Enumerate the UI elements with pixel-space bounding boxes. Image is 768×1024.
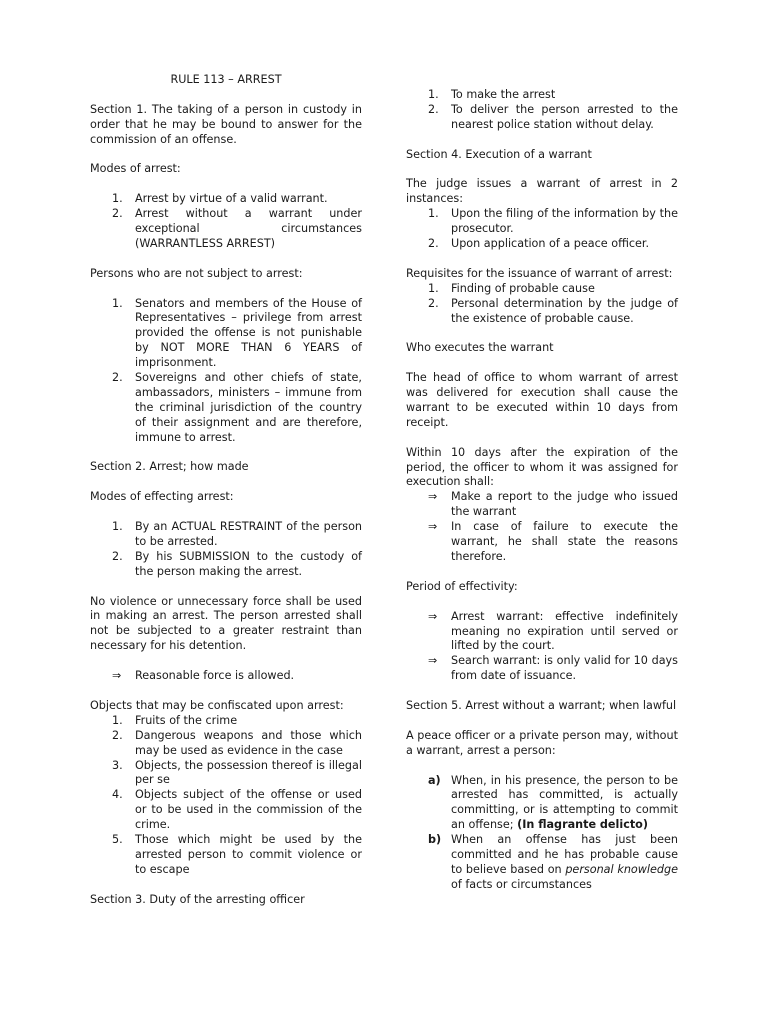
- right-column: [406, 88, 678, 908]
- list-item: ⇒ Search warrant: is only valid for 10 days from date of issuance.: [428, 654, 678, 683]
- warrantless-list: [406, 774, 678, 893]
- list-item: 3. Objects, the possession thereof is illegal per se: [112, 758, 362, 787]
- list-item: 5. Those which might be used by the arrested person to commit violence or to escape: [112, 833, 362, 876]
- personal-knowledge-phrase: personal knowledge: [565, 862, 678, 876]
- requisites-list: [406, 282, 678, 327]
- in-flagrante-label: (In flagrante delicto): [517, 818, 648, 832]
- list-item: 1. Upon the filing of the information by the prosecutor.: [428, 207, 678, 236]
- modes-of-arrest-heading: Modes of arrest:: [90, 162, 181, 176]
- section-5: Section 5. Arrest without a warrant; when lawful: [406, 699, 677, 713]
- period-heading: Period of effectivity:: [406, 579, 518, 593]
- who-executes-heading: Who executes the warrant: [406, 341, 554, 355]
- list-item: 2. Sovereigns and other chiefs of state, ambassadors, ministers – immune from the criminal jurisdiction of the country of their assignment and are therefore, immune to arrest.: [112, 371, 362, 444]
- officer-duties-list: [406, 490, 678, 565]
- arrow-icon: ⇒: [428, 609, 438, 623]
- modes-of-arrest-list: [90, 192, 362, 252]
- list-item: 2. Arrest without a warrant under exceptional circumstances (WARRANTLESS ARREST): [112, 207, 362, 250]
- period-list: [406, 610, 678, 685]
- section-3: Section 3. Duty of the arresting officer: [90, 892, 305, 906]
- section-1: Section 1. The taking of a person in custody in order that he may be bound to answer for the commission of an offense.: [90, 102, 362, 146]
- objects-heading: Objects that may be confiscated upon arrest:: [90, 698, 344, 712]
- head-office-paragraph: The head of office to whom warrant of arrest was delivered for execution shall cause the warrant to be executed within 10 days from receipt.: [406, 371, 678, 429]
- issues-list: [406, 207, 678, 252]
- left-column: [90, 73, 362, 922]
- duties-list: [406, 88, 678, 133]
- list-item: ⇒ Make a report to the judge who issued the warrant: [428, 490, 678, 519]
- list-item: 1. Senators and members of the House of Representatives – privilege from arrest provided the offense is not punishable by NOT MORE THAN 6 YEARS of imprisonment.: [112, 296, 362, 370]
- list-item: 2. To deliver the person arrested to the nearest police station without delay.: [428, 102, 678, 131]
- list-item: 1. To make the arrest: [428, 88, 556, 101]
- list-item: b) When an offense has just been committed and he has probable cause to believe based on personal knowledge of facts or circumstances: [428, 833, 678, 891]
- no-violence-paragraph: No violence or unnecessary force shall be used in making an arrest. The person arrested shall not be subjected to a greater restraint than necessary for his detention.: [90, 594, 362, 653]
- issues-heading: The judge issues a warrant of arrest in 2 instances:: [406, 177, 678, 206]
- not-subject-heading: Persons who are not subject to arrest:: [90, 266, 303, 280]
- list-item: ⇒ Arrest warrant: effective indefinitely meaning no expiration until served or lifted by the court.: [428, 609, 678, 653]
- list-item: 1. Arrest by virtue of a valid warrant.: [112, 192, 328, 206]
- objects-list: [90, 714, 362, 878]
- arrow-icon: ⇒: [428, 490, 438, 504]
- list-item: 1. By an ACTUAL RESTRAINT of the person to be arrested.: [112, 520, 362, 548]
- reasonable-force-list: [90, 669, 362, 684]
- list-item: a) When, in his presence, the person to be arrested has committed, is actually committing, or is attempting to commit an offense; (In flagrante delicto): [428, 773, 678, 832]
- arrow-icon: ⇒: [428, 654, 438, 668]
- list-item: 4. Objects subject of the offense or used or to be used in the commission of the crime.: [112, 788, 362, 832]
- peace-officer-paragraph: A peace officer or a private person may, without a warrant, arrest a person:: [406, 728, 678, 757]
- list-item: ⇒ In case of failure to execute the warrant, he shall state the reasons therefore.: [428, 520, 678, 563]
- list-item: 2. Personal determination by the judge of the existence of probable cause.: [428, 296, 678, 325]
- arrow-icon: ⇒: [112, 669, 122, 683]
- list-item: 2. Upon application of a peace officer.: [428, 237, 650, 251]
- list-item: 1. Fruits of the crime: [112, 713, 238, 727]
- section-2: Section 2. Arrest; how made: [90, 460, 249, 474]
- requisites-heading: Requisites for the issuance of warrant of arrest:: [406, 266, 673, 280]
- effecting-arrest-heading: Modes of effecting arrest:: [90, 490, 234, 504]
- list-item: 2. Dangerous weapons and those which may be used as evidence in the case: [112, 728, 362, 757]
- document-title: RULE 113 – ARREST: [170, 73, 282, 86]
- arrow-icon: ⇒: [428, 520, 438, 534]
- not-subject-list: [90, 297, 362, 446]
- effecting-arrest-list: [90, 520, 362, 580]
- section-4: Section 4. Execution of a warrant: [406, 147, 592, 161]
- list-item: 2. By his SUBMISSION to the custody of the person making the arrest.: [112, 549, 362, 578]
- within-10-days-paragraph: Within 10 days after the expiration of the period, the officer to whom it was assigned for execution shall:: [406, 445, 678, 489]
- list-item: ⇒ Reasonable force is allowed.: [112, 669, 295, 683]
- list-item: 1. Finding of probable cause: [428, 281, 595, 295]
